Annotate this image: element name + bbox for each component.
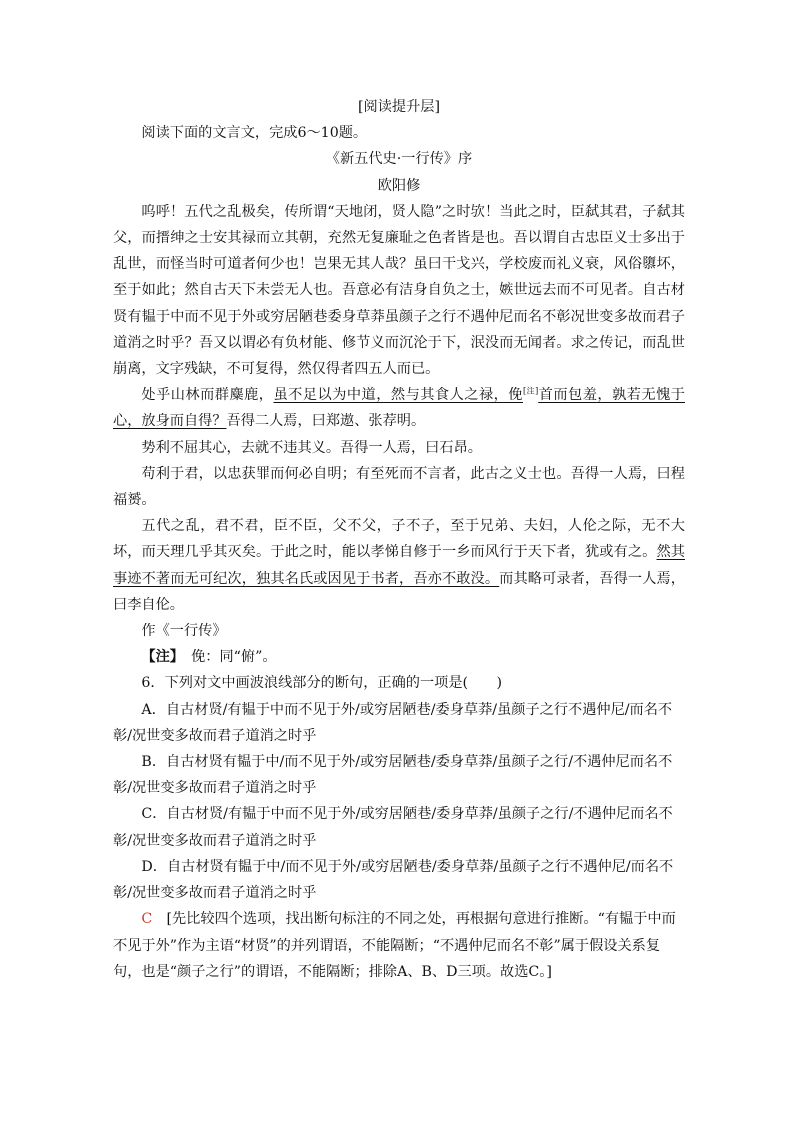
paragraph-1: 呜呼！五代之乱极矣，传所谓“天地闭，贤人隐”之时欤！当此之时，臣弑其君，子弑其父，而搢绅之士安其禄而立其朝，充然无复廉耻之色者皆是也。吾以谓自古忠臣义士多出于乱世，而怪当时可道者何少也！岂果无其人哉？虽曰干戈兴，学校废而礼义衰，风俗隳坏，至于如此；然自古天下未尝无人也。吾意必有洁身自负之士，嫉世远去而不可见者。自古材贤有韫于中而不见于外或穷居陋巷委身草莽虽颜子之行不遇仲尼而名不彰况世变多故而君子道消之时乎？吾又以谓必有负材能、修节义而沉沦于下，泯没而无闻者。求之传记，而乱世崩离，文字残缺，不可复得，然仅得者四五人而已。	[113, 203, 685, 378]
paragraph-2-tail: 吾得二人焉，曰郑遨、张荐明。	[226, 413, 426, 430]
paragraph-5-lead: 五代之乱，君不君，臣不臣，父不父，子不子，至于兄弟、夫妇，人伦之际，无不大坏，而天理几乎其灭矣。于此之时，能以孝悌自修于一乡而风行于天下者，犹或有之。	[113, 518, 685, 561]
paragraph-3: 势利不屈其心，去就不违其义。吾得一人焉，曰石昂。	[141, 439, 482, 456]
paragraph-4: 苟利于君，以忠获罪而何必自明；有至死而不言者，此古之义士也。吾得一人焉，曰程福赟。	[113, 465, 685, 509]
paragraph-6: 作《一行传》	[141, 623, 227, 640]
document-page	[113, 94, 685, 985]
option-d: D．自古材贤有韫于中/而不见于外/或穷居陋巷/委身草莽/虽颜子之行不遇仲尼/而名不彰/况世变多故而君子道消之时乎	[113, 858, 674, 902]
instruction: 阅读下面的文言文，完成6～10题。	[141, 125, 368, 142]
paragraph-2	[113, 382, 685, 434]
question-stem: 6．下列对文中画波浪线部分的断句，正确的一项是( )	[141, 675, 502, 692]
option-b: B．自古材贤有韫于中/而不见于外/或穷居陋巷/委身草莽/虽颜子之行/不遇仲尼而名不彰/况世变多故而君子道消之时乎	[113, 754, 673, 797]
answer-letter: C	[141, 911, 153, 928]
section-header: [阅读提升层]	[357, 99, 440, 115]
article-title: 《新五代史·一行传》序	[325, 151, 473, 168]
footnote	[113, 644, 685, 670]
paragraph-5	[113, 513, 685, 618]
footnote-label: 【注】	[141, 649, 177, 666]
answer-explanation: [先比较四个选项，找出断句标注的不同之处，再根据句意进行推断。“有韫于中而不见于外”作为主语“材贤”的并列谓语，不能隔断；“不遇仲尼而名不彰”属于假设关系复句，也是“颜子之行”的谓语，不能隔断；排除A、B、D三项。故选C。]	[113, 911, 676, 980]
option-a: A．自古材贤/有韫于中而不见于外/或穷居陋巷/委身草莽/虽颜子之行不遇仲尼/而名不彰/况世变多故而君子道消之时乎	[113, 701, 673, 744]
answer-block	[113, 906, 685, 985]
paragraph-2-lead: 处乎山林而群麋鹿，	[141, 387, 274, 404]
underlined-sentence-1b: 首而包羞，孰若无愧于心，放身而自得？	[113, 387, 685, 430]
option-c: C．自古材贤/有韫于中而不见于外/或穷居陋巷/委身草莽/虽颜子之行/不遇仲尼而名不彰/况世变多故而君子道消之时乎	[113, 806, 673, 849]
footnote-text: 俛：同“俯”。	[191, 649, 277, 666]
underlined-sentence-1a: 虽不足以为中道，然与其食人之禄，俛	[273, 387, 523, 404]
paragraph-5-tail: 而其略可录者，吾得一人焉，曰李自伦。	[113, 570, 685, 613]
note-marker: [注]	[522, 386, 539, 396]
underlined-sentence-2: 然其事迹不著而无可纪次，独其名氏或因见于书者，吾亦不敢没。	[113, 544, 685, 587]
article-author: 欧阳修	[377, 177, 421, 194]
